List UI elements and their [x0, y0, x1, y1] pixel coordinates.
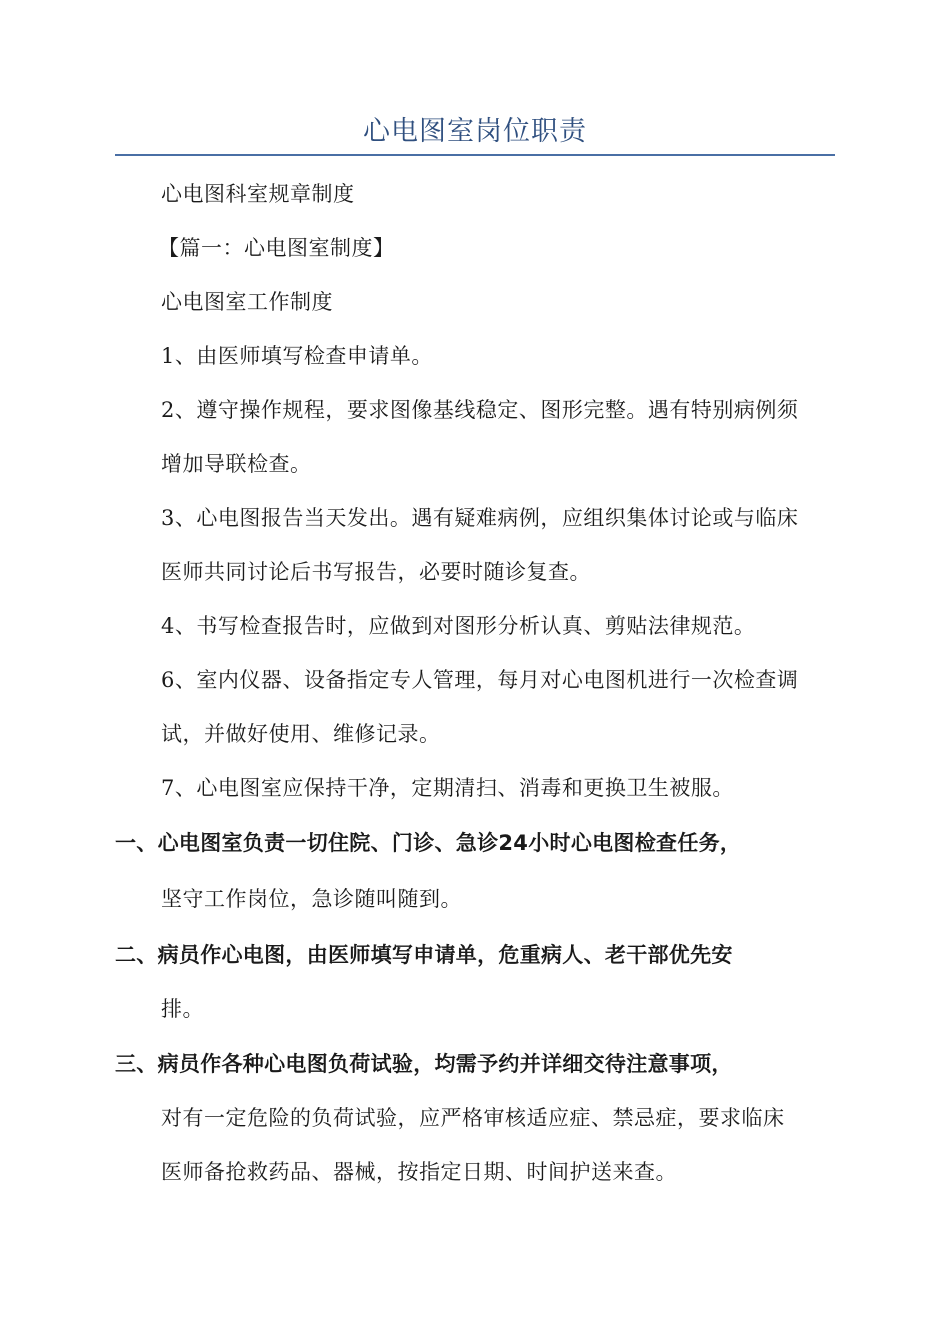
chapter-heading: 【篇一：心电图室制度】 — [158, 236, 395, 260]
page-title: 心电图室岗位职责 — [363, 116, 587, 147]
paragraph-line: 1、由医师填写检查申请单。 — [161, 344, 433, 368]
paragraph-line: 排。 — [161, 997, 204, 1021]
paragraph-line: 4、书写检查报告时，应做到对图形分析认真、剪贴法律规范。 — [161, 614, 756, 638]
numbered-item-heading: 二、病员作心电图，由医师填写申请单，危重病人、老干部优先安 — [115, 943, 733, 967]
paragraph-line: 6、室内仪器、设备指定专人管理，每月对心电图机进行一次检查调 — [161, 668, 799, 692]
section-heading: 心电图科室规章制度 — [161, 182, 355, 206]
paragraph-line: 7、心电图室应保持干净，定期清扫、消毒和更换卫生被服。 — [161, 776, 734, 800]
paragraph-line: 医师共同讨论后书写报告，必要时随诊复查。 — [161, 560, 591, 584]
numbered-item-heading: 一、心电图室负责一切住院、门诊、急诊24小时心电图检查任务， — [115, 831, 742, 855]
paragraph-line: 2、遵守操作规程，要求图像基线稳定、图形完整。遇有特别病例须 — [161, 398, 799, 422]
subsection-heading: 心电图室工作制度 — [161, 290, 333, 314]
title-underline — [115, 154, 835, 156]
paragraph-line: 试，并做好使用、维修记录。 — [161, 722, 441, 746]
paragraph-line: 坚守工作岗位，急诊随叫随到。 — [161, 887, 462, 911]
paragraph-line: 增加导联检查。 — [161, 452, 312, 476]
paragraph-line: 3、心电图报告当天发出。遇有疑难病例，应组织集体讨论或与临床 — [161, 506, 799, 530]
paragraph-line: 医师备抢救药品、器械，按指定日期、时间护送来查。 — [161, 1160, 677, 1184]
paragraph-line: 对有一定危险的负荷试验，应严格审核适应症、禁忌症，要求临床 — [161, 1106, 785, 1130]
numbered-item-heading: 三、病员作各种心电图负荷试验，均需予约并详细交待注意事项， — [115, 1052, 733, 1076]
